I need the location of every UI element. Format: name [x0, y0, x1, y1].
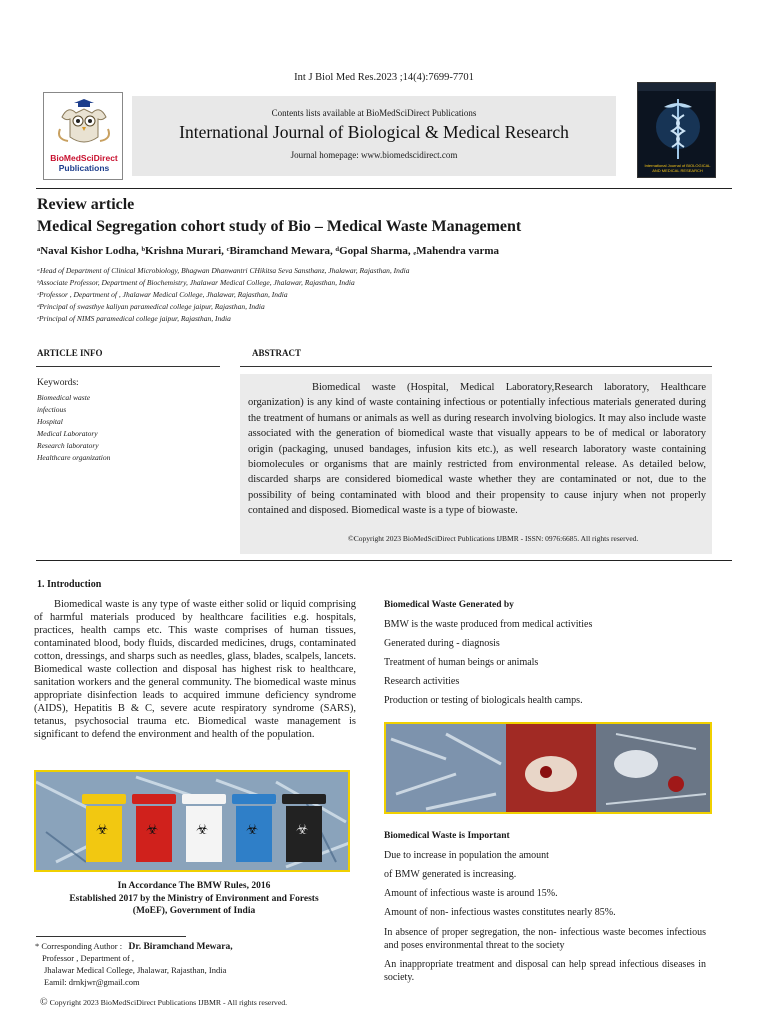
affiliation-b: ᵇAssociate Professor, Department of Biochemistry, Jhalawar Medical College, Jhalawar, Rajasthan, India	[37, 278, 355, 287]
copyright-icon: ©	[40, 997, 48, 1008]
article-info-heading: ARTICLE INFO	[37, 348, 103, 358]
journal-header-band	[132, 96, 616, 176]
citation-line: Int J Biol Med Res.2023 ;14(4):7699-7701	[294, 72, 474, 83]
corresponding-author: * Corresponding Author : Dr. Biramchand Mewara,	[35, 941, 233, 952]
abstract-text: Biomedical waste (Hospital, Medical Laboratory,Research laboratory, Healthcare organization) is any kind of waste containing infectious or potentially infectious materials generated during the treatment of humans or animals as well as during research involving biologics. It may also include waste associated with the generation of biomedical waste that visually appears to be of medical or laboratory origin (packaging, unused bandages, infusion kits etc.), as well research laboratory waste containing biomolecules or organisms that are mainly restricted from environmental release. As detailed below, discarded sharps are considered biomedical waste whether they are contaminated or not, due to the possibility of being contaminated with blood and their propensity to cause injury when not properly contained and disposed. Biomedical waste is a type of biowaste.	[248, 382, 706, 517]
waste-bins-image	[34, 770, 350, 872]
owl-logo-icon	[58, 99, 110, 149]
logo-line-1: BioMedSciDirect	[50, 153, 118, 163]
affiliation-d: ᵈPrincipal of swasthye kaliyan paramedical college jaipur, Rajasthan, India	[37, 302, 265, 311]
affiliation-e: ᵉPrincipal of NIMS paramedical college jaipur, Rajasthan, India	[37, 314, 231, 323]
important-para-2: An inappropriate treatment and disposal can help spread infectious diseases in society.	[384, 959, 706, 983]
important-item: Due to increase in population the amount	[384, 850, 549, 861]
generated-heading: Biomedical Waste Generated by	[384, 600, 514, 610]
figure-caption: In Accordance The BMW Rules, 2016 Established 2017 by the Ministry of Environment and Forests (MoEF), Government of India	[69, 881, 319, 916]
contents-line: Contents lists available at BioMedSciDirect Publications	[271, 108, 477, 118]
important-para-1: In absence of proper segregation, the non- infectious waste becomes infectious and poses environmental threat to the society	[384, 927, 706, 951]
black-bin-icon: ☣	[284, 794, 324, 864]
affiliation-a: ᵃHead of Department of Clinical Microbiology, Bhagwan Dhanwantri CHikitsa Seva Sansthanz, Jhalawar, Rajasthan, India	[37, 266, 410, 275]
abstract-copyright: ©Copyright 2023 BioMedSciDirect Publications IJBMR - ISSN: 0976:6685. All rights reserved.	[348, 534, 639, 543]
important-item: Amount of infectious waste is around 15%.	[384, 888, 558, 899]
publisher-logo	[43, 92, 123, 180]
corresponding-dept: Professor , Department of ,	[42, 953, 135, 963]
yellow-bin-icon: ☣	[84, 794, 124, 864]
affiliation-c: ᶜProfessor , Department of , Jhalawar Medical College, Jhalawar, Rajasthan, India	[37, 290, 288, 299]
abstract-box	[240, 374, 712, 554]
body-divider	[36, 560, 732, 561]
journal-name: International Journal of Biological & Medical Research	[179, 122, 569, 142]
generated-item: Generated during - diagnosis	[384, 638, 500, 649]
footnote-rule	[36, 936, 186, 937]
copyright-icon: ©	[348, 534, 354, 543]
keyword-item: Medical Laboratory	[37, 429, 98, 438]
important-item: of BMW generated is increasing.	[384, 869, 517, 880]
corresponding-email[interactable]: Eamil: drnkjwr@gmail.com	[44, 977, 140, 987]
generated-item: BMW is the waste produced from medical activities	[384, 619, 593, 630]
generated-item: Production or testing of biologicals health camps.	[384, 695, 583, 706]
important-heading: Biomedical Waste is Important	[384, 831, 510, 841]
red-bin-icon: ☣	[134, 794, 174, 864]
white-bin-icon: ☣	[184, 794, 224, 864]
blue-bin-icon: ☣	[234, 794, 274, 864]
footer-copyright: © Copyright 2023 BioMedSciDirect Publications IJBMR - All rights reserved.	[40, 997, 288, 1008]
keyword-item: Healthcare organization	[37, 453, 111, 462]
article-title: Medical Segregation cohort study of Bio – Medical Waste Management	[37, 218, 522, 235]
keyword-item: Hospital	[37, 417, 63, 426]
medical-waste-photo	[386, 724, 712, 814]
generated-item: Treatment of human beings or animals	[384, 657, 539, 668]
keyword-item: Research laboratory	[37, 441, 99, 450]
intro-text: Biomedical waste is any type of waste either solid or liquid comprising of harmful materials produced by healthcare facilities e.g. hospitals, practices, health camps etc. This waste comprises of human tissues, contaminated blood, body fluids, discarded medicines, drugs, contaminated cotton, dressings, and sharps such as needles, glass, blades, scalpels, lancets. Biomedical waste collection and disposal has highest risk to healthcare, sanitation workers and the general community. The biomedical waste minus appropriate disinfection leads to acquired immune deficiency syndrome (AIDS), Hepatitis B & C, severe acute respiratory syndrome (SARS), tetanus, psychosocial trauma etc. Biomedical waste management is significant to defend the environment and health of the population.	[34, 599, 356, 740]
abstract-heading: ABSTRACT	[252, 348, 302, 358]
generated-item: Research activities	[384, 676, 460, 687]
keywords-label: Keywords:	[37, 378, 79, 388]
article-type: Review article	[37, 196, 135, 213]
cover-title: International Journal of BIOLOGICAL AND MEDICAL RESEARCH	[644, 163, 711, 174]
intro-heading: 1. Introduction	[37, 579, 102, 590]
corresponding-college: Jhalawar Medical College, Jhalawar, Rajasthan, India	[44, 965, 227, 975]
header-divider	[36, 188, 732, 189]
abstract-rule	[240, 366, 712, 367]
important-item: Amount of non- infectious wastes constitutes nearly 85%.	[384, 907, 616, 918]
author-list: ᵃNaval Kishor Lodha, ᵇKrishna Murari, ᶜBiramchand Mewara, ᵈGopal Sharma, ₑMahendra varma	[37, 245, 499, 257]
article-info-rule	[36, 366, 220, 367]
logo-line-2: Publications	[58, 163, 110, 173]
medical-waste-image	[384, 722, 712, 814]
keyword-item: Biomedical waste	[37, 393, 91, 402]
journal-homepage[interactable]: Journal homepage: www.biomedscidirect.com	[290, 150, 458, 160]
keyword-item: infectious	[37, 405, 67, 414]
journal-cover-image	[637, 82, 716, 178]
